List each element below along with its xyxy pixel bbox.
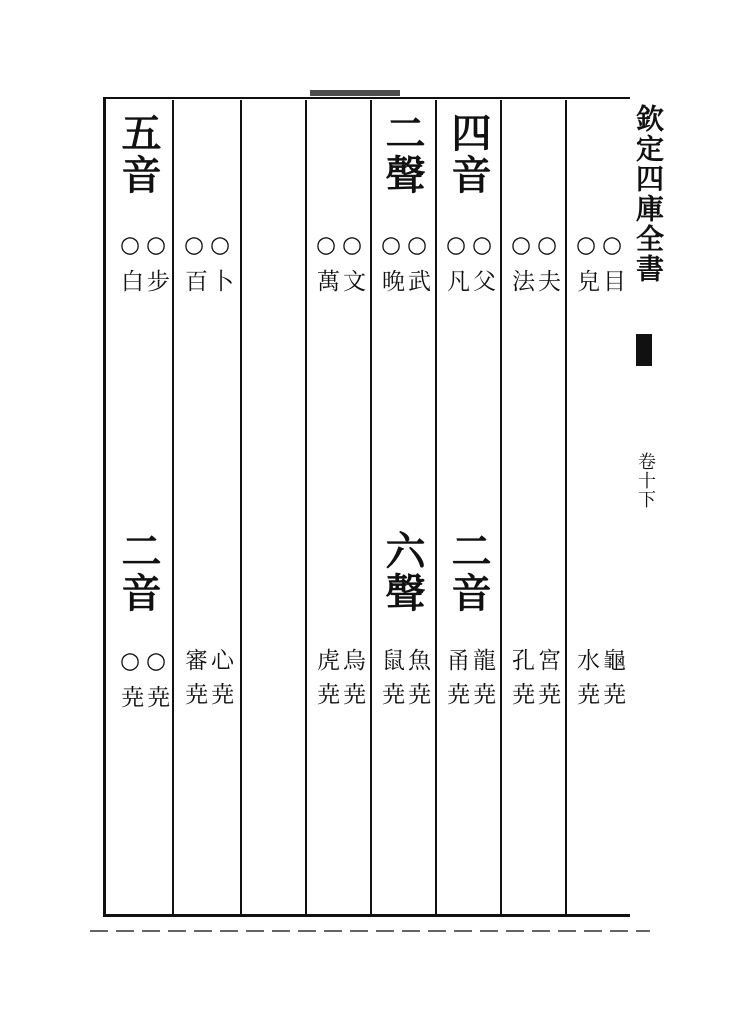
column-4-entry-2: ○萬 [313, 232, 339, 303]
top-decoration [310, 90, 400, 96]
column-4-lower-1: 烏尭 [339, 648, 365, 716]
column-5-entry-2: ○晚 [378, 232, 404, 303]
column-2-entry-1: ○卜 [207, 232, 233, 303]
column-divider [435, 100, 437, 915]
column-6-header: 四音 [445, 112, 492, 196]
column-6-entry-1: ○父 [469, 232, 495, 303]
book-title: 欽定四庫全書 [632, 104, 665, 284]
column-1-header: 五音 [115, 112, 162, 196]
column-1-entry-1: ○步 [143, 232, 169, 303]
column-divider [172, 100, 174, 915]
column-8-lower-1: 龜尭 [599, 648, 625, 716]
column-divider [500, 100, 502, 915]
column-divider [370, 100, 372, 915]
volume-label: 卷十下 [635, 452, 656, 509]
column-7-lower-1: 宮尭 [534, 648, 560, 716]
column-2-lower-2: 審尭 [181, 648, 207, 716]
column-7-lower-2: 孔尭 [508, 648, 534, 716]
column-7-entry-1: ○夫 [534, 232, 560, 303]
bottom-rule [90, 930, 650, 932]
column-4-lower-2: 虎尭 [313, 648, 339, 716]
column-2-lower-1: 心尭 [207, 648, 233, 716]
column-1-lower-2: ○尭 [117, 648, 143, 719]
column-5-entry-1: ○武 [404, 232, 430, 303]
column-1-entry-2: ○白 [117, 232, 143, 303]
page-frame [103, 97, 630, 917]
column-6-header-2: 二音 [445, 530, 492, 614]
column-5-lower-1: 魚尭 [404, 648, 430, 716]
column-5-lower-2: 鼠尭 [378, 648, 404, 716]
column-5-header-2: 六聲 [379, 530, 426, 614]
column-8-entry-1: ○目 [599, 232, 625, 303]
column-5-header: 二聲 [379, 112, 426, 196]
column-2-entry-2: ○百 [181, 232, 207, 303]
column-divider [565, 100, 567, 915]
column-8-entry-2: ○皃 [573, 232, 599, 303]
column-4-entry-1: ○文 [339, 232, 365, 303]
column-1-header-2: 二音 [115, 530, 162, 614]
column-7-entry-2: ○法 [508, 232, 534, 303]
column-6-entry-2: ○凡 [443, 232, 469, 303]
column-6-lower-2: 甬尭 [443, 648, 469, 716]
column-divider [305, 100, 307, 915]
column-8-lower-2: 水尭 [573, 648, 599, 716]
column-divider [240, 100, 242, 915]
column-6-lower-1: 龍尭 [469, 648, 495, 716]
fishtail-mark [636, 334, 652, 366]
column-1-lower-1: ○尭 [143, 648, 169, 719]
